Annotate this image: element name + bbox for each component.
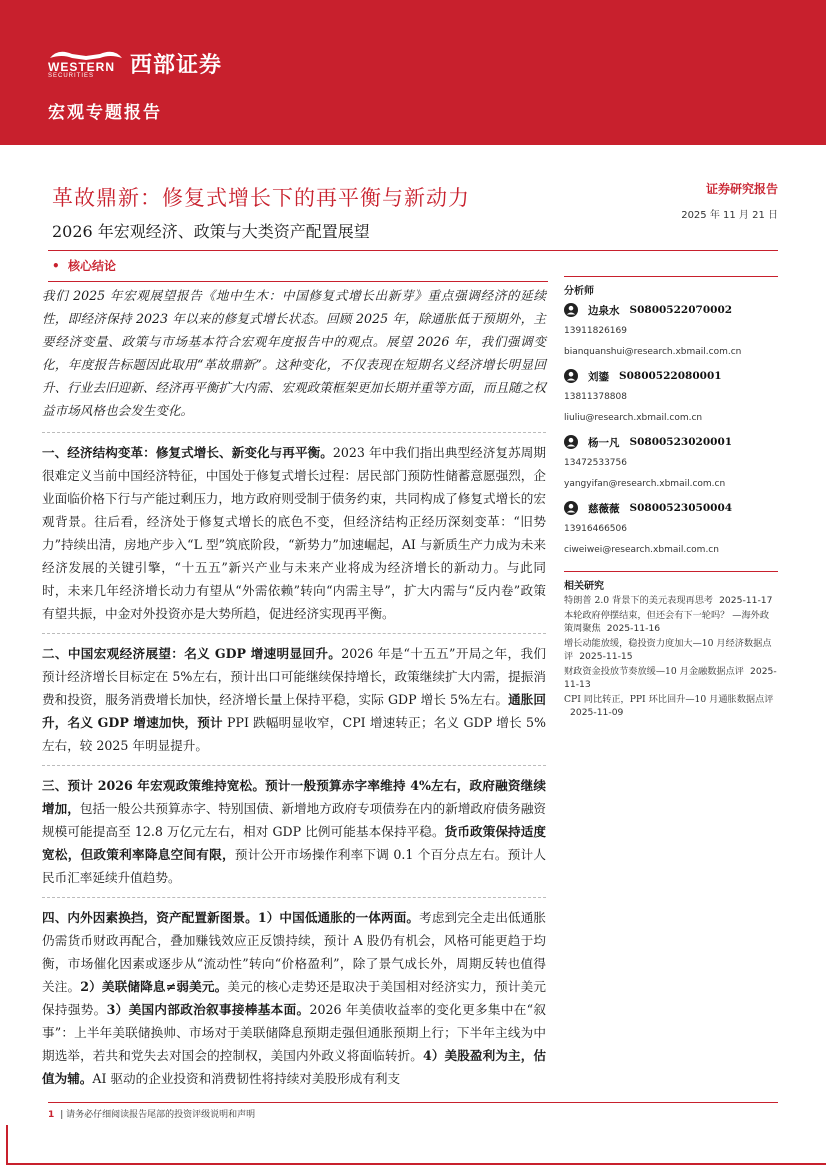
analyst-phone: 13472533756: [564, 458, 627, 468]
section-3-body: 包括一般公共预算赤字、特别国债、新增地方政府专项债券在内的新增政府债务融资规模可能提高至 12.8 万亿元左右，相对 GDP 比例可能基本保持平稳。: [42, 801, 547, 839]
related-title: 本轮政府停摆结束，但还会有下一轮吗？ —海外政策周聚焦: [564, 610, 770, 634]
analyst-list: [564, 299, 778, 561]
key-conclusion-label: 核心结论: [68, 259, 117, 273]
section-2: [42, 642, 546, 757]
analyst-email[interactable]: bianquanshui@research.xbmail.com.cn: [564, 347, 742, 357]
section-3-bold: 货币政策保持适度宽松，但政策利率降息空间有限，: [42, 824, 546, 862]
related-research: [564, 571, 778, 719]
section-1-heading: 一、经济结构变革：修复式增长、新变化与再平衡。: [42, 445, 333, 460]
intro-paragraph: 我们 2025 年宏观展望报告《地中生木：中国修复式增长出新芽》重点强调经济的延续性，即经济保持 2023 年以来的修复式增长状态。回顾 2025 年，除通胀低于预期外，主要经济变量、政策与市场基本符合宏观年度报告中的观点。展望 2026 年，我们强调变化，年度报告标题因此取用“革故鼎新”。这种变化，不仅表现在短期名义经济增长明显回升、行业去旧迎新、经济再平衡扩大内需、宏观政策框架更加长期并重等方面，而且随之权益市场风格也会发生变化。: [42, 288, 546, 418]
bullet-icon: •: [52, 259, 60, 273]
divider: [42, 633, 546, 634]
related-date: 2025-11-17: [719, 595, 773, 606]
analyst-name: 慈薇薇: [588, 502, 620, 515]
divider: [48, 250, 778, 251]
footer-note: | 请务必仔细阅读报告尾部的投资评级说明和声明: [60, 1110, 256, 1120]
section-2-bold: 通胀回升，名义 GDP 增速加快，预计: [42, 692, 546, 730]
analyst-email[interactable]: liuliu@research.xbmail.com.cn: [564, 413, 703, 423]
analyst-name: 边泉水: [588, 304, 620, 317]
report-date: 2025 年 11 月 21 日: [681, 210, 778, 221]
person-icon: [564, 435, 578, 449]
related-item[interactable]: [564, 594, 778, 607]
related-title: 增长动能放缓，稳投资力度加大—10 月经济数据点评: [564, 638, 772, 662]
analyst-phone: 13911826169: [564, 326, 627, 336]
report-title: 革故鼎新：修复式增长下的再平衡与新动力: [52, 186, 470, 210]
analyst-header: 分析师: [564, 276, 778, 297]
analyst-phone: 13811378808: [564, 392, 627, 402]
footer: [48, 1107, 255, 1120]
section-3-heading: 三、预计 2026 年宏观政策维持宽松。预计一般预算赤字率维持 4%左右，政府融资继续增加，: [42, 778, 546, 816]
divider: [42, 897, 546, 898]
analyst-name: 杨一凡: [588, 436, 620, 449]
company-logo: [48, 48, 124, 78]
report-subtitle: 2026 年宏观经济、政策与大类资产配置展望: [52, 222, 370, 241]
related-title: 特朗普 2.0 背景下的美元表现再思考: [564, 595, 714, 606]
report-label: 证券研究报告: [705, 182, 778, 196]
analyst-id: S0800522070002: [629, 304, 733, 316]
main-body: [42, 284, 546, 1090]
logo-english-subtext: SECURITIES: [48, 73, 95, 79]
section-4-bold-3: 3）美国内部政治叙事接棒基本面。: [106, 1002, 310, 1017]
section-4-bold-4: 4）美股盈利为主，估值为辅。: [42, 1048, 547, 1086]
related-date: 2025-11-15: [579, 651, 633, 662]
analyst-name-row: [564, 299, 778, 321]
analyst-card: [564, 431, 778, 495]
logo-english-text: WESTERN: [48, 60, 115, 74]
analyst-name-row: [564, 497, 778, 519]
analyst-id: S0800523020001: [629, 436, 733, 448]
section-4-bold-2: 2）美联储降息≠弱美元。: [80, 979, 228, 994]
related-title: 财政资金投放节奏放缓—10 月金融数据点评: [564, 666, 744, 677]
related-header: 相关研究: [564, 571, 778, 592]
logo-chinese-text: 西部证券: [130, 53, 223, 78]
section-4: [42, 906, 546, 1090]
section-3: [42, 774, 546, 889]
section-3-body-2: 预计公开市场操作利率下调 0.1 个百分点左右。预计人民币汇率延续升值趋势。: [42, 847, 546, 885]
analyst-email[interactable]: ciweiwei@research.xbmail.com.cn: [564, 545, 719, 555]
header-banner: [0, 0, 826, 145]
analyst-email[interactable]: yangyifan@research.xbmail.com.cn: [564, 479, 726, 489]
report-type: 宏观专题报告: [48, 103, 162, 123]
section-4-body-2: 美元的核心走势还是取决于美国相对经济实力，预计美元保持强势。: [42, 979, 547, 1017]
divider: [48, 281, 548, 282]
analyst-id: S0800522080001: [619, 370, 722, 382]
footer-divider: [48, 1102, 778, 1103]
section-4-body-4: AI 驱动的企业投资和消费韧性将持续对美股形成有利支: [92, 1071, 401, 1086]
analyst-name: 刘鎏: [588, 370, 609, 383]
divider: [42, 432, 546, 433]
related-item[interactable]: [564, 637, 778, 663]
person-icon: [564, 369, 578, 383]
section-2-body-2: PPI 跌幅明显收窄，CPI 增速转正；名义 GDP 增长 5%左右，较 2025 年明显提升。: [42, 715, 546, 753]
section-1-body: 2023 年中我们指出典型经济复苏周期很难定义当前中国经济特征，中国处于修复式增长过程：居民部门预防性储蓄意愿强烈，企业面临价格下行与产能过剩压力，地方政府则受制于债务约束，共同构成了修复式增长的宏观背景。往后看，经济处于修复式增长的底色不变，但经济结构正经历深刻变革：“旧势力”持续出清，房地产步入“L 型”筑底阶段，“新势力”加速崛起，AI 与新质生产力成为未来经济发展的关键引擎，“十五五”新兴产业与未来产业将成为经济增长的新动力。与此同时，未来几年经济增长动力有望从“外需依赖”转向“内需主导”，扩大内需与“反内卷”政策有望共振，中金对外投资亦是大势所趋，促进经济实现再平衡。: [42, 445, 547, 621]
divider: [42, 765, 546, 766]
section-2-heading: 二、中国宏观经济展望：名义 GDP 增速明显回升。: [42, 646, 342, 661]
section-4-body-3: 2026 年美债收益率的变化更多集中在“叙事”：上半年美联储换帅、市场对于美联储降息预期走强但通胀预期上行；下半年主线为中期选举，若共和党失去对国会的控制权，美国内外政义将面临转折。: [42, 1002, 547, 1063]
analyst-card: [564, 365, 778, 429]
person-icon: [564, 501, 578, 515]
section-4-body: 考虑到完全走出低通胀仍需货币财政再配合，叠加赚钱效应正反馈持续，预计 A 股仍有机会，风格可能更趋于均衡，市场催化因素或逐步从“流动性”转向“价格盈利”，除了景气成长外，周期反转也值得关注。: [42, 910, 547, 994]
person-icon: [564, 303, 578, 317]
related-date: 2025-11-13: [564, 666, 777, 690]
analyst-id: S0800523050004: [629, 502, 733, 514]
related-item[interactable]: [564, 665, 778, 691]
related-item[interactable]: [564, 693, 778, 719]
related-title: CPI 同比转正，PPI 环比回升—10 月通胀数据点评: [564, 694, 774, 705]
section-4-heading: 四、内外因素换挡，资产配置新图景。1）中国低通胀的一体两面。: [42, 910, 420, 925]
corner-decoration: [6, 1125, 8, 1165]
bottom-border: [6, 1163, 826, 1165]
bull-horns-logo-icon: [48, 48, 124, 78]
section-2-body: 2026 年是“十五五”开局之年，我们预计经济增长目标定在 5%左右，预计出口可能继续保持增长，政策继续扩大内需，提振消费和投资，服务消费增长加快，经济增长量上保持平稳，实际 GDP 增长 5%左右。: [42, 646, 546, 707]
analyst-card: [564, 497, 778, 561]
analyst-name-row: [564, 365, 778, 387]
analyst-phone: 13916466506: [564, 524, 627, 534]
page-number: 1: [48, 1110, 55, 1120]
related-item[interactable]: [564, 609, 778, 635]
sidebar: [564, 276, 778, 719]
related-date: 2025-11-16: [606, 623, 661, 634]
section-1: [42, 441, 546, 625]
analyst-name-row: [564, 431, 778, 453]
analyst-card: [564, 299, 778, 363]
related-date: 2025-11-09: [570, 707, 624, 718]
key-conclusion-heading: [52, 257, 116, 274]
